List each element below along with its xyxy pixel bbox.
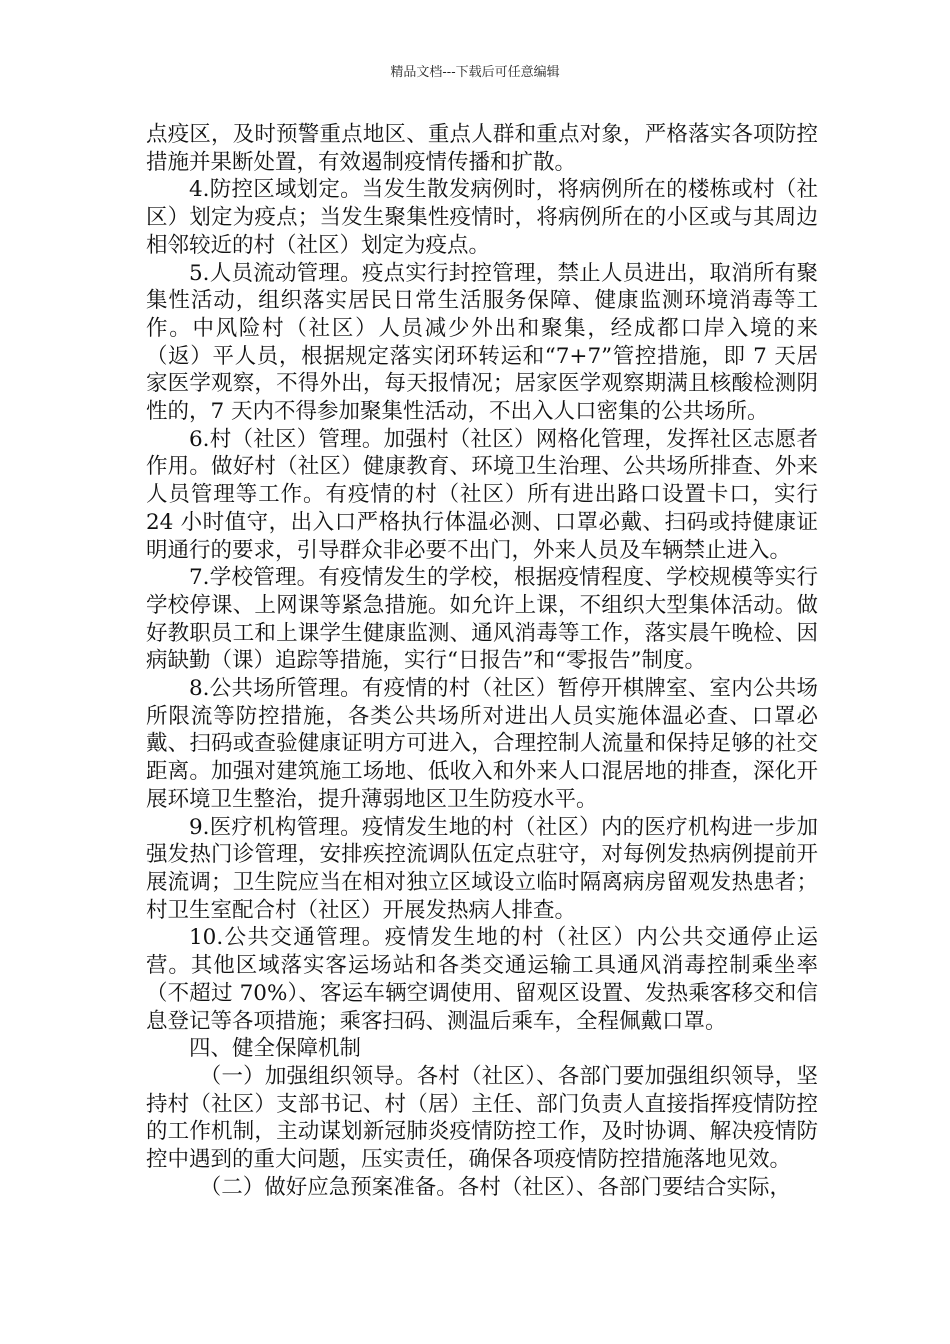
paragraph-subsection-2: （二）做好应急预案准备。各村（社区）、各部门要结合实际， [199,1174,792,1200]
paragraph-subsection-1: （一）加强组织领导。各村（社区）、各部门要加强组织领导，坚持村（社区）支部书记、村（居）主任、部门负责人直接指挥疫情防控的工作机制，主动谋划新冠肺炎疫情防控工作，及时协调、解决疫情防控中遇到的重大问题，压实责任，确保各项疫情防控措施落地见效。 [146,1063,818,1173]
page-header: 精品文档---下载后可任意编辑 [390,65,560,80]
paragraph-item-9: 9.医疗机构管理。疫情发生地的村（社区）内的医疗机构进一步加强发热门诊管理，安排疾控流调队伍定点驻守，对每例发热病例提前开展流调；卫生院应当在相对独立区域设立临时隔离病房留观发热患者；村卫生室配合村（社区）开展发热病人排查。 [146,814,818,923]
paragraph-continuation: 点疫区，及时预警重点地区、重点人群和重点对象，严格落实各项防控措施并果断处置，有效遏制疫情传播和扩散。 [146,122,818,175]
paragraph-item-10: 10.公共交通管理。疫情发生地的村（社区）内公共交通停止运营。其他区域落实客运场站和各类交通运输工具通风消毒控制乘坐率（不超过 70%）、客运车辆空调使用、留观区设置、发热乘客移交和信息登记等各项措施；乘客扫码、测温后乘车，全程佩戴口罩。 [146,925,818,1034]
paragraph-item-4: 4.防控区域划定。当发生散发病例时，将病例所在的楼栋或村（社区）划定为疫点；当发生聚集性疫情时，将病例所在的小区或与其周边相邻较近的村（社区）划定为疫点。 [146,177,818,258]
paragraph-item-8: 8.公共场所管理。有疫情的村（社区）暂停开棋牌室、室内公共场所限流等防控措施，各类公共场所对进出人员实施体温必查、口罩必戴、扫码或查验健康证明方可进入，合理控制人流量和保持足够的社交距离。加强对建筑施工场地、低收入和外来人口混居地的排查，深化开展环境卫生整治，提升薄弱地区卫生防疫水平。 [146,676,818,812]
paragraph-item-5: 5.人员流动管理。疫点实行封控管理，禁止人员进出，取消所有聚集性活动，组织落实居民日常生活服务保障、健康监测环境消毒等工作。中风险村（社区）人员减少外出和聚集，经成都口岸入境的来（返）平人员，根据规定落实闭环转运和“7+7”管控措施，即 7 天居家医学观察，不得外出，每天报情况；居家医学观察期满且核酸检测阴性的，7 天内不得参加聚集性活动，不出入人口密集的公共场所。 [146,260,818,425]
document-body [146,121,818,1201]
paragraph-item-7: 7.学校管理。有疫情发生的学校，根据疫情程度、学校规模等实行学校停课、上网课等紧急措施。如允许上课，不组织大型集体活动。做好教职员工和上课学生健康监测、通风消毒等工作，落实晨午晚检、因病缺勤（课）追踪等措施，实行“日报告”和“零报告”制度。 [146,565,818,674]
section-heading: 四、健全保障机制 [189,1036,362,1062]
paragraph-item-6: 6.村（社区）管理。加强村（社区）网格化管理，发挥社区志愿者作用。做好村（社区）健康教育、环境卫生治理、公共场所排查、外来人员管理等工作。有疫情的村（社区）所有进出路口设置卡口，实行 24 小时值守，出入口严格执行体温必测、口罩必戴、扫码或持健康证明通行的要求，引导群众非必要不出门，外来人员及车辆禁止进入。 [146,426,818,563]
